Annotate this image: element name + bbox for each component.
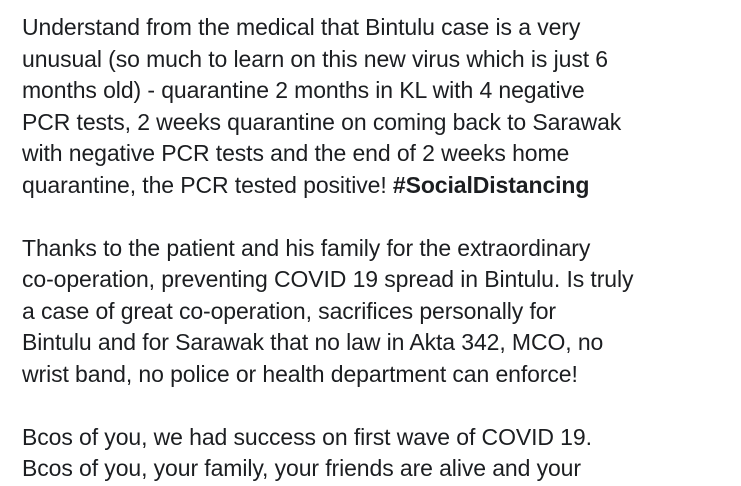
paragraph-1 (22, 12, 734, 201)
post-text (22, 12, 734, 486)
paragraph-3 (22, 422, 734, 485)
text-line: Bintulu and for Sarawak that no law in Akta 342, MCO, no (22, 329, 604, 355)
text-line-with-hashtag (22, 170, 734, 202)
text-line: Bcos of you, your family, your friends are alive and your (22, 455, 581, 481)
text-line: wrist band, no police or health department can enforce! (22, 360, 578, 387)
text-line: months old) - quarantine 2 months in KL with 4 negative (22, 77, 585, 103)
text-line: a case of great co-operation, sacrifices personally for (22, 297, 556, 324)
paragraph-2 (22, 233, 734, 391)
text-line: PCR tests, 2 weeks quarantine on coming back to Sarawak (22, 108, 622, 135)
text-line: Thanks to the patient and his family for the extraordinary (22, 234, 591, 261)
text-line: Bcos of you, we had success on first wave of COVID 19. (22, 423, 592, 450)
text-line: with negative PCR tests and the end of 2 weeks home (22, 140, 570, 166)
text-line: unusual (so much to learn on this new virus which is just 6 (22, 45, 608, 72)
text-line: co-operation, preventing COVID 19 spread in Bintulu. Is truly (22, 266, 634, 292)
hashtag-link[interactable]: #SocialDistancing (392, 171, 590, 198)
text-line: Understand from the medical that Bintulu case is a very (22, 14, 581, 40)
text-segment: quarantine, the PCR tested positive! (22, 171, 393, 198)
